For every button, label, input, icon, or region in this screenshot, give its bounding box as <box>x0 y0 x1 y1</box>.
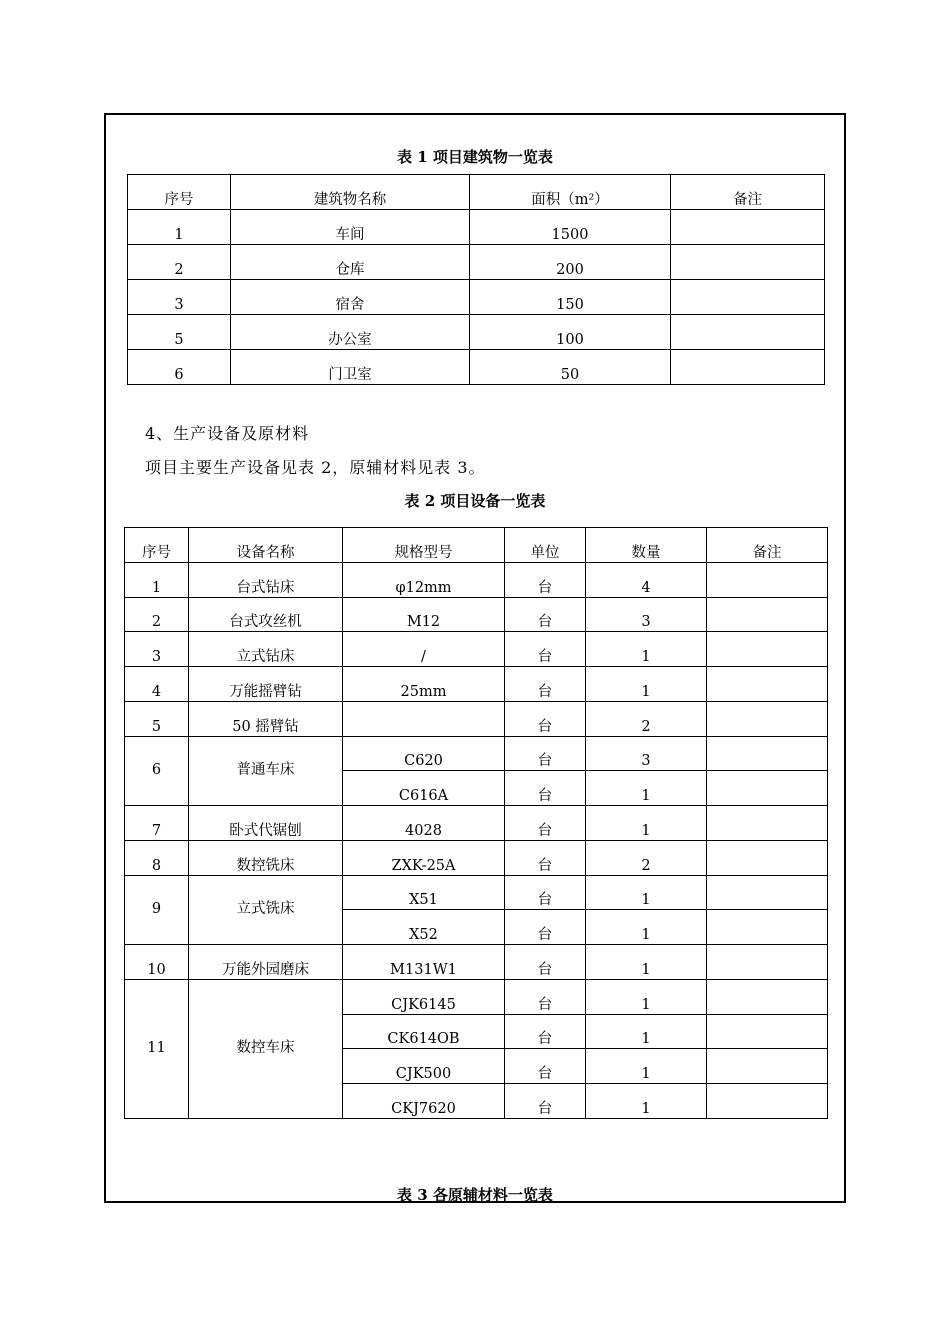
equipment-name-cell: 万能外园磨床 <box>189 945 343 980</box>
equipment-remark-cell <box>707 910 828 945</box>
table-cell: 宿舍 <box>231 280 470 315</box>
table-row <box>125 736 828 771</box>
table-header-cell: 规格型号 <box>343 528 505 563</box>
table-cell: 办公室 <box>231 315 470 350</box>
equipment-unit-cell: 台 <box>505 979 586 1014</box>
equipment-remark-cell <box>707 562 828 597</box>
table-row <box>128 245 825 280</box>
table-cell: 150 <box>470 280 671 315</box>
equipment-qty-cell: 1 <box>586 632 707 667</box>
table-cell <box>671 315 825 350</box>
equipment-spec-cell: 4028 <box>343 806 505 841</box>
equipment-unit-cell: 台 <box>505 701 586 736</box>
equipment-qty-cell: 1 <box>586 806 707 841</box>
table-row <box>128 210 825 245</box>
equipment-no-cell: 11 <box>125 979 189 1118</box>
equipment-no-cell: 5 <box>125 701 189 736</box>
equipment-unit-cell: 台 <box>505 597 586 632</box>
table-row <box>125 562 828 597</box>
equipment-qty-cell: 3 <box>586 597 707 632</box>
equipment-qty-cell: 1 <box>586 1014 707 1049</box>
equipment-qty-cell: 1 <box>586 667 707 702</box>
equipment-table <box>124 527 828 1119</box>
equipment-spec-cell: / <box>343 632 505 667</box>
equipment-spec-cell: X51 <box>343 875 505 910</box>
equipment-name-cell: 台式攻丝机 <box>189 597 343 632</box>
equipment-no-cell: 7 <box>125 806 189 841</box>
equipment-no-cell: 3 <box>125 632 189 667</box>
equipment-remark-cell <box>707 1084 828 1119</box>
equipment-no-cell: 2 <box>125 597 189 632</box>
section-heading: 4、生产设备及原材料 <box>145 424 310 443</box>
table-header-cell: 单位 <box>505 528 586 563</box>
equipment-name-cell: 万能摇臂钻 <box>189 667 343 702</box>
equipment-qty-cell: 2 <box>586 701 707 736</box>
equipment-name-cell: 数控铣床 <box>189 840 343 875</box>
equipment-spec-cell: X52 <box>343 910 505 945</box>
table-row <box>125 701 828 736</box>
equipment-remark-cell <box>707 597 828 632</box>
equipment-no-cell: 4 <box>125 667 189 702</box>
equipment-remark-cell <box>707 701 828 736</box>
equipment-remark-cell <box>707 736 828 771</box>
table-header-cell: 设备名称 <box>189 528 343 563</box>
equipment-unit-cell: 台 <box>505 875 586 910</box>
table-cell: 3 <box>128 280 231 315</box>
equipment-unit-cell: 台 <box>505 945 586 980</box>
table-cell: 50 <box>470 350 671 385</box>
table-header-cell: 备注 <box>671 175 825 210</box>
equipment-no-cell: 10 <box>125 945 189 980</box>
equipment-name-cell: 台式钻床 <box>189 562 343 597</box>
equipment-remark-cell <box>707 875 828 910</box>
section-text: 项目主要生产设备见表 2，原辅材料见表 3。 <box>145 458 486 477</box>
equipment-no-cell: 8 <box>125 840 189 875</box>
table-cell: 门卫室 <box>231 350 470 385</box>
table-row <box>125 597 828 632</box>
table-cell <box>671 210 825 245</box>
table-cell <box>671 280 825 315</box>
equipment-unit-cell: 台 <box>505 910 586 945</box>
table-cell <box>671 245 825 280</box>
equipment-unit-cell: 台 <box>505 562 586 597</box>
table2-caption: 表 2 项目设备一览表 <box>404 492 546 510</box>
table-header-cell: 序号 <box>128 175 231 210</box>
table-row <box>125 667 828 702</box>
equipment-remark-cell <box>707 771 828 806</box>
equipment-qty-cell: 1 <box>586 875 707 910</box>
equipment-remark-cell <box>707 840 828 875</box>
equipment-unit-cell: 台 <box>505 667 586 702</box>
equipment-spec-cell: ZXK-25A <box>343 840 505 875</box>
table-row <box>125 945 828 980</box>
equipment-remark-cell <box>707 979 828 1014</box>
equipment-unit-cell: 台 <box>505 1014 586 1049</box>
buildings-table <box>127 174 825 385</box>
table-header-cell: 数量 <box>586 528 707 563</box>
equipment-name-cell: 卧式代锯刨 <box>189 806 343 841</box>
equipment-no-cell: 1 <box>125 562 189 597</box>
equipment-qty-cell: 1 <box>586 1084 707 1119</box>
equipment-qty-cell: 1 <box>586 1049 707 1084</box>
equipment-spec-cell: C616A <box>343 771 505 806</box>
table-header-cell: 面积（m²） <box>470 175 671 210</box>
equipment-spec-cell: M131W1 <box>343 945 505 980</box>
table1-caption: 表 1 项目建筑物一览表 <box>397 148 553 166</box>
table-header-row <box>128 175 825 210</box>
equipment-remark-cell <box>707 945 828 980</box>
equipment-qty-cell: 3 <box>586 736 707 771</box>
table-header-row <box>125 528 828 563</box>
table-cell: 5 <box>128 315 231 350</box>
equipment-spec-cell: φ12mm <box>343 562 505 597</box>
equipment-remark-cell <box>707 1049 828 1084</box>
equipment-name-cell: 立式铣床 <box>189 875 343 945</box>
equipment-qty-cell: 1 <box>586 771 707 806</box>
table-header-cell: 备注 <box>707 528 828 563</box>
equipment-name-cell: 50 摇臂钻 <box>189 701 343 736</box>
table-cell: 1500 <box>470 210 671 245</box>
table-cell: 2 <box>128 245 231 280</box>
table-cell: 车间 <box>231 210 470 245</box>
equipment-unit-cell: 台 <box>505 736 586 771</box>
equipment-qty-cell: 4 <box>586 562 707 597</box>
equipment-name-cell: 普通车床 <box>189 736 343 806</box>
equipment-spec-cell: C620 <box>343 736 505 771</box>
table-cell: 100 <box>470 315 671 350</box>
equipment-unit-cell: 台 <box>505 632 586 667</box>
table-row <box>125 632 828 667</box>
table-cell <box>671 350 825 385</box>
table-cell: 1 <box>128 210 231 245</box>
table-cell: 6 <box>128 350 231 385</box>
equipment-qty-cell: 1 <box>586 910 707 945</box>
equipment-remark-cell <box>707 667 828 702</box>
equipment-qty-cell: 1 <box>586 945 707 980</box>
table3-caption: 表 3 各原辅材料一览表 <box>397 1186 553 1204</box>
equipment-unit-cell: 台 <box>505 1049 586 1084</box>
table-row <box>125 840 828 875</box>
equipment-no-cell: 6 <box>125 736 189 806</box>
equipment-spec-cell: CJK500 <box>343 1049 505 1084</box>
equipment-remark-cell <box>707 806 828 841</box>
equipment-spec-cell: M12 <box>343 597 505 632</box>
equipment-spec-cell: CJK6145 <box>343 979 505 1014</box>
table-row <box>125 806 828 841</box>
table-cell: 200 <box>470 245 671 280</box>
equipment-unit-cell: 台 <box>505 840 586 875</box>
table-row <box>128 350 825 385</box>
equipment-name-cell: 数控车床 <box>189 979 343 1118</box>
equipment-unit-cell: 台 <box>505 1084 586 1119</box>
equipment-unit-cell: 台 <box>505 771 586 806</box>
equipment-qty-cell: 2 <box>586 840 707 875</box>
equipment-qty-cell: 1 <box>586 979 707 1014</box>
equipment-no-cell: 9 <box>125 875 189 945</box>
table-row <box>128 280 825 315</box>
equipment-unit-cell: 台 <box>505 806 586 841</box>
table-row <box>125 875 828 910</box>
equipment-remark-cell <box>707 1014 828 1049</box>
table-cell: 仓库 <box>231 245 470 280</box>
equipment-spec-cell: 25mm <box>343 667 505 702</box>
equipment-spec-cell <box>343 701 505 736</box>
equipment-spec-cell: CKJ7620 <box>343 1084 505 1119</box>
table-header-cell: 序号 <box>125 528 189 563</box>
table-row <box>128 315 825 350</box>
equipment-spec-cell: CK614OB <box>343 1014 505 1049</box>
equipment-remark-cell <box>707 632 828 667</box>
table-header-cell: 建筑物名称 <box>231 175 470 210</box>
table-row <box>125 979 828 1014</box>
equipment-name-cell: 立式钻床 <box>189 632 343 667</box>
